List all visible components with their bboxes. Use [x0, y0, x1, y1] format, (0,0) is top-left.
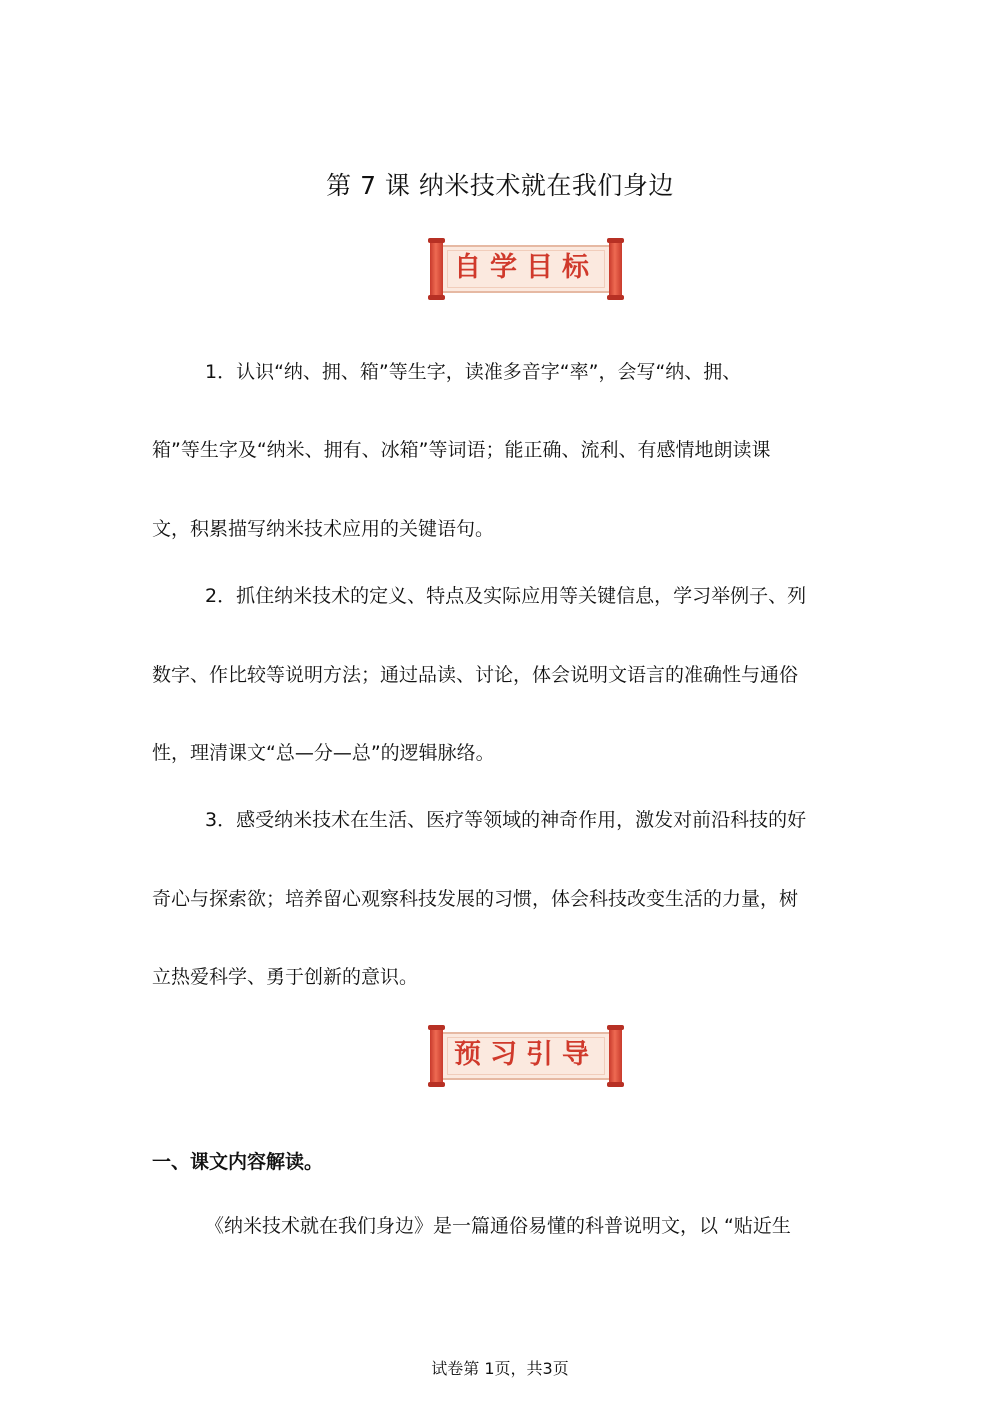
page-footer: 试卷第 1页，共3页	[431, 1359, 569, 1378]
banner-preview-guide	[428, 1027, 624, 1085]
goal-3-line-3: 立热爱科学、勇于创新的意识。	[152, 966, 419, 988]
section-heading: 一、课文内容解读。	[152, 1151, 324, 1173]
banner-label: 自学目标	[454, 252, 598, 283]
section-paragraph-line-1: 《纳米技术就在我们身边》是一篇通俗易懂的科普说明文，以 “贴近生	[205, 1215, 791, 1237]
goal-3-line-1: 3．感受纳米技术在生活、医疗等领域的神奇作用，激发对前沿科技的好	[205, 809, 807, 831]
banner-self-study-goals	[428, 240, 624, 298]
goal-1-line-1: 1．认识“纳、拥、箱”等生字，读准多音字“率”，会写“纳、拥、	[205, 361, 742, 383]
page-title: 第 7 课 纳米技术就在我们身边	[326, 171, 674, 200]
banner-label: 预习引导	[454, 1039, 598, 1070]
goal-1-line-3: 文，积累描写纳米技术应用的关键语句。	[152, 518, 495, 540]
goal-2-line-1: 2．抓住纳米技术的定义、特点及实际应用等关键信息，学习举例子、列	[205, 585, 807, 607]
goal-1-line-2: 箱”等生字及“纳米、拥有、冰箱”等词语；能正确、流利、有感情地朗读课	[152, 439, 771, 461]
goal-3-line-2: 奇心与探索欲；培养留心观察科技发展的习惯，体会科技改变生活的力量，树	[152, 888, 799, 910]
goal-2-line-3: 性，理清课文“总—分—总”的逻辑脉络。	[152, 742, 495, 764]
goal-2-line-2: 数字、作比较等说明方法；通过品读、讨论，体会说明文语言的准确性与通俗	[152, 664, 799, 686]
